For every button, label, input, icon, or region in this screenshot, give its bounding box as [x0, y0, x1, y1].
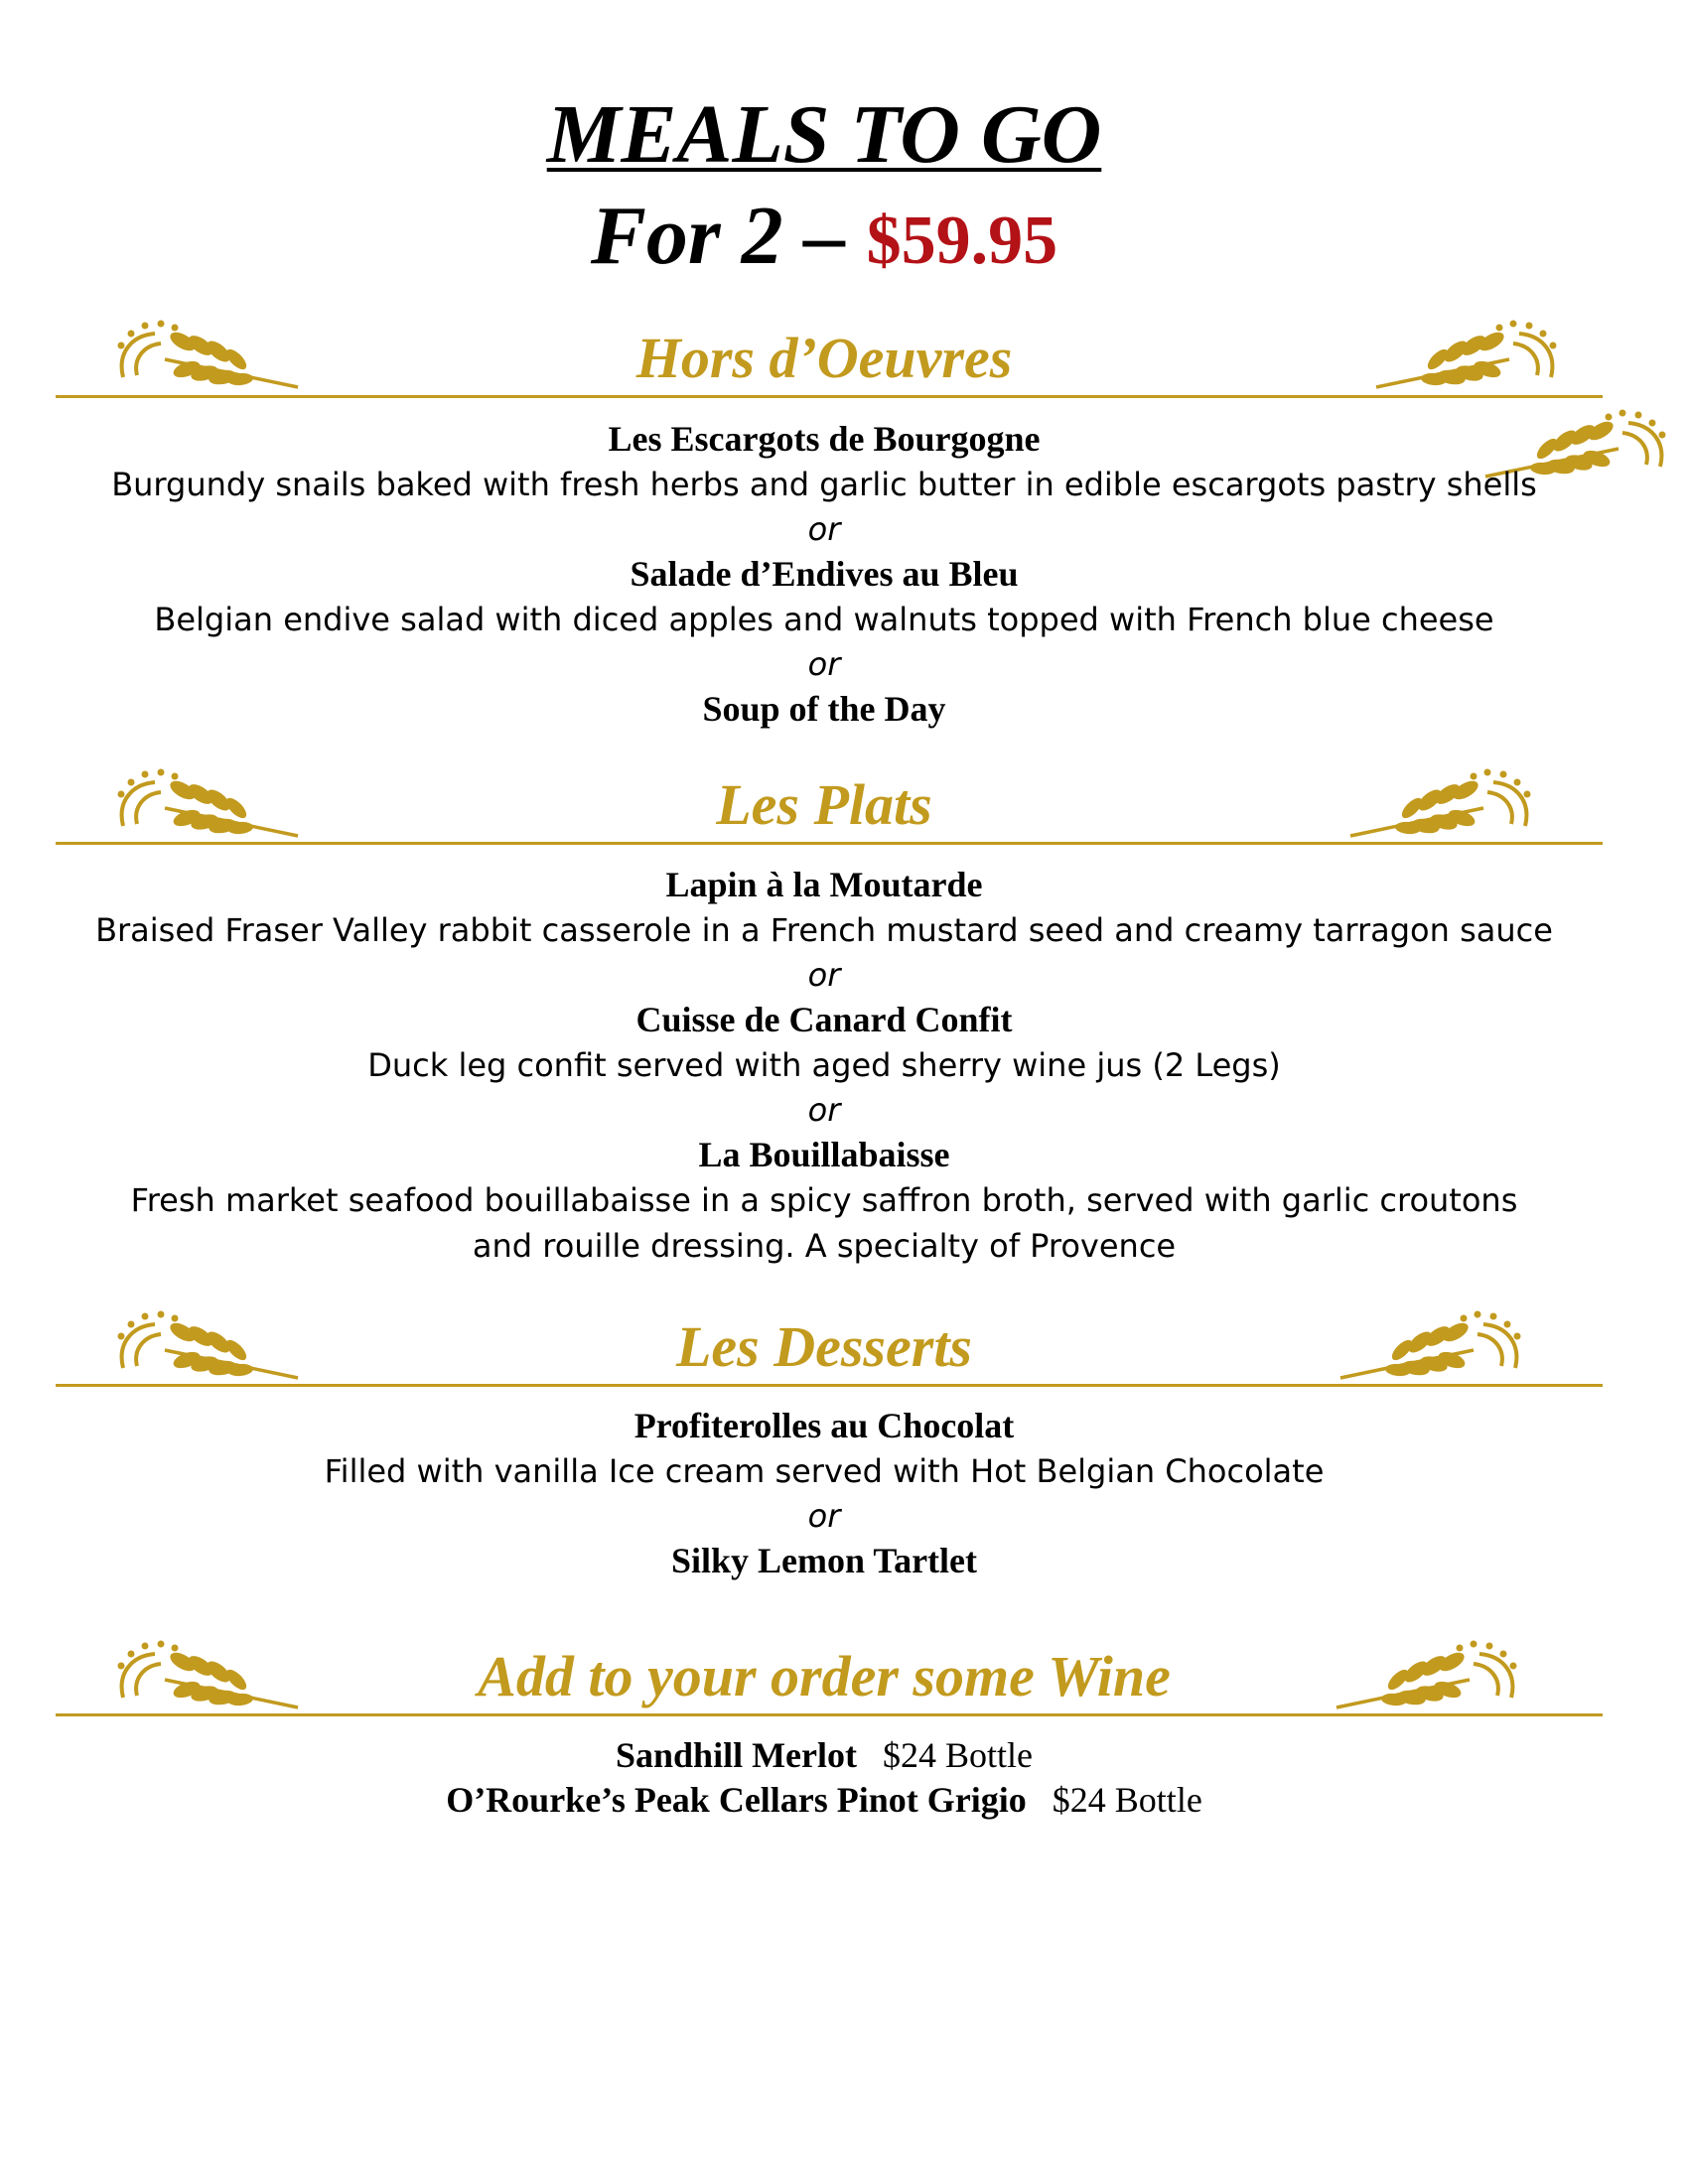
- or-separator: or: [807, 1091, 841, 1129]
- section-heading-wine: Add to your order some Wine: [478, 1644, 1171, 1708]
- page-title: MEALS TO GO: [546, 88, 1102, 181]
- wine-price: $24 Bottle: [1052, 1780, 1202, 1820]
- section-divider: [56, 395, 1603, 398]
- subtitle-text: For 2 –: [590, 190, 846, 282]
- menu-item-name: Silky Lemon Tartlet: [670, 1541, 978, 1580]
- menu-item-name: Soup of the Day: [702, 689, 946, 729]
- menu-item-name: Salade d’Endives au Bleu: [630, 554, 1019, 594]
- wine-list: [0, 1733, 1648, 1823]
- page-subtitle: [0, 189, 1648, 289]
- section-heading-hors-doeuvres: Hors d’Oeuvres: [635, 326, 1013, 390]
- menu-item-name: Lapin à la Moutarde: [665, 865, 983, 904]
- section-heading-les-plats: Les Plats: [716, 772, 932, 837]
- or-separator: or: [807, 1497, 841, 1535]
- wine-price: $24 Bottle: [883, 1735, 1034, 1775]
- section-heading-les-desserts: Les Desserts: [675, 1314, 972, 1379]
- menu-item-name: Profiterolles au Chocolat: [633, 1406, 1015, 1445]
- menu-item-description: Braised Fraser Valley rabbit casserole in a French mustard seed and creamy tarragon sauce: [95, 911, 1553, 949]
- menu-item-description: Duck leg confit served with aged sherry wine jus (2 Legs): [367, 1046, 1281, 1084]
- menu-item-name: Les Escargots de Bourgogne: [608, 419, 1041, 459]
- wine-row: [0, 1733, 1648, 1778]
- or-separator: or: [807, 956, 841, 994]
- les-desserts-list: [0, 1404, 1648, 1583]
- wine-name: Sandhill Merlot: [615, 1735, 858, 1775]
- les-plats-list: [0, 863, 1648, 1269]
- menu-item-description: Belgian endive salad with diced apples and walnuts topped with French blue cheese: [154, 601, 1494, 638]
- menu-item-description: Fresh market seafood bouillabaisse in a spicy saffron broth, served with garlic croutons: [130, 1181, 1518, 1219]
- menu-item-name: Cuisse de Canard Confit: [635, 1000, 1013, 1039]
- or-separator: or: [807, 645, 841, 683]
- section-divider: [56, 842, 1603, 845]
- menu-item-description: Filled with vanilla Ice cream served with Hot Belgian Chocolate: [324, 1452, 1325, 1490]
- menu-item-name: La Bouillabaisse: [698, 1135, 950, 1174]
- price-label: $59.95: [866, 203, 1058, 279]
- wine-name: O’Rourke’s Peak Cellars Pinot Grigio: [446, 1780, 1027, 1820]
- section-divider: [56, 1384, 1603, 1387]
- hors-doeuvres-list: [0, 417, 1648, 732]
- wine-row: [0, 1778, 1648, 1823]
- or-separator: or: [807, 510, 841, 548]
- menu-item-description: Burgundy snails baked with fresh herbs and garlic butter in edible escargots pastry shells: [111, 466, 1537, 503]
- section-divider: [56, 1713, 1603, 1716]
- menu-item-description: and rouille dressing. A specialty of Provence: [472, 1227, 1177, 1265]
